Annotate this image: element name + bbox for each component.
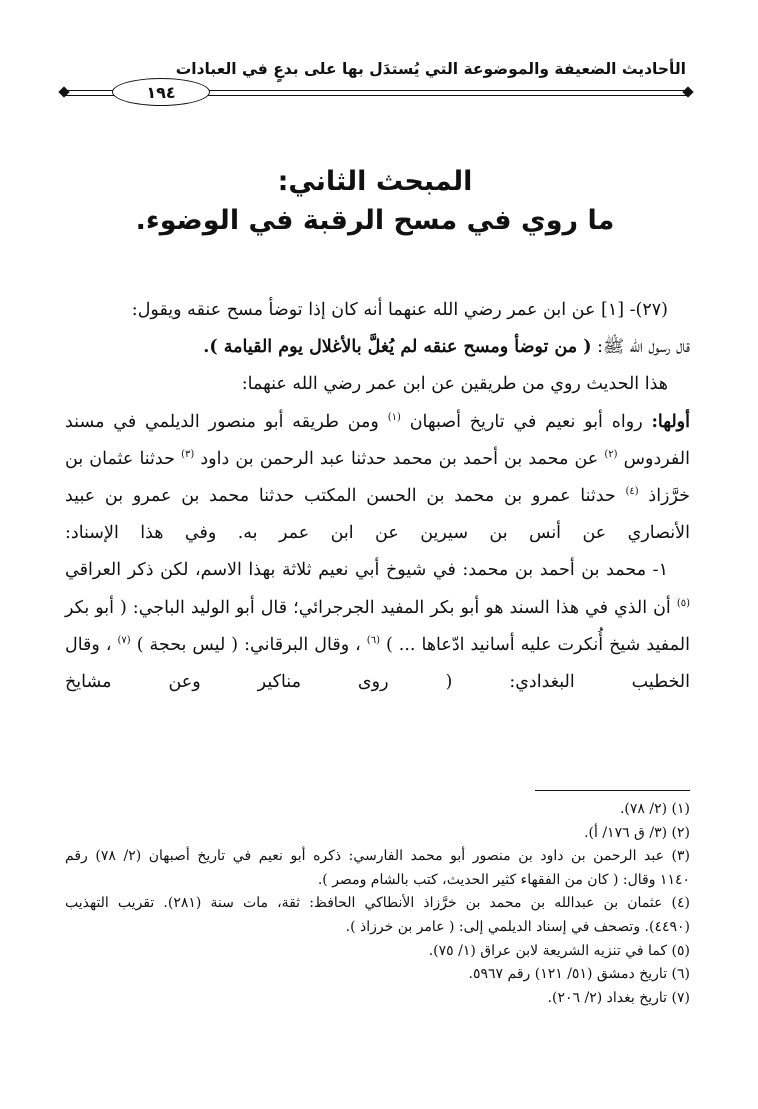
footnote-ref-1: (١) (387, 411, 401, 423)
hadith-number: (٢٧)- [١] (600, 300, 668, 320)
footnote-3: (٣) عبد الرحمن بن داود بن منصور أبو محمد الفارسي: ذكره أبو نعيم في تاريخ أصبهان (٢/ ٧٨) رقم (65, 848, 691, 865)
footnote-ref-7: (٧) (117, 635, 131, 646)
first-route-paragraph (65, 404, 690, 553)
first-route-text-b: ومن طريقه أبو منصور الديلمي في مسند الفردوس (65, 411, 690, 469)
footnote-4-cont: (٤٤٩٠). وتصحف في إسناد الديلمي إلى: ( عامر بن خرزاذ ). (345, 918, 690, 935)
point-1-paragraph (65, 552, 690, 701)
section-subtitle: ما روي في مسح الرقبة في الوضوء. (135, 205, 615, 236)
first-route-text-d: حدثنا عثمان بن خرَّزاذ (65, 448, 690, 507)
first-route-text-a: رواه أبو نعيم في تاريخ أصبهان (409, 411, 643, 432)
footnote-7: (٧) تاريخ بغداد (٢/ ٢٠٦). (547, 989, 690, 1006)
footnote-1: (١) (٢/ ٧٨). (619, 801, 690, 817)
hadith-paragraph (65, 292, 690, 329)
hadith-line (65, 329, 690, 366)
footnote-5: (٥) كما في تنزيه الشريعة لابن عراق (١/ ٧٥). (428, 942, 690, 959)
main-text (65, 292, 690, 701)
routes-paragraph: هذا الحديث روي من طريقين عن ابن عمر رضي الله عنهما: (241, 374, 668, 395)
point-1-text-b: أن الذي في هذا السند هو أبو بكر المفيد الجرجرائي؛ قال أبو الوليد الباجي: ( أبو بكر المفيد شيخ أُنكرت عليه أسانيد ادّعاها ... ) (65, 597, 690, 655)
footnote-ref-6: (٦) (366, 635, 380, 646)
footnote-2: (٢) (٣/ ق ١٧٦/ أ). (584, 824, 690, 841)
point-1-text-d: ، وقال الخطيب البغدادي: ( روى مناكير وعن مشايخ (65, 634, 690, 693)
hadith-text: ( من توضأ ومسح عنقه لم يُغلَّ بالأغلال يوم القيامة ). (203, 337, 592, 358)
footnote-4: (٤) عثمان بن عبدالله بن محمد بن خرَّزاذ الأنطاكي الحافظ: ثقة، مات سنة (٢٨١). تقريب التهذيب (65, 895, 691, 912)
footnote-ref-3: (٣) (181, 448, 195, 460)
point-1-text-a: ١- محمد بن أحمد بن محمد: في شيوخ أبي نعيم ثلاثة بهذا الاسم، لكن ذكر العراقي (65, 560, 668, 581)
first-route-text-c: عن محمد بن أحمد بن محمد حدثنا عبد الرحمن بن داود (200, 448, 599, 469)
footnote-separator (535, 790, 690, 791)
footnote-6: (٦) تاريخ دمشق (٥١/ ١٢١) رقم ٥٩٦٧. (468, 966, 690, 983)
prophet-attribution: قال رسول الله ﷺ: (597, 337, 690, 358)
hadith-intro: عن ابن عمر رضي الله عنهما أنه كان إذا توضأ مسح عنقه ويقول: (131, 300, 596, 320)
running-title: الأحاديث الضعيفة والموضوعة التي يُستدَل بها على بدعٍ في العبادات (175, 60, 686, 78)
footnote-ref-4: (٤) (625, 486, 639, 498)
first-route-label: أولها: (651, 411, 690, 432)
footnote-ref-2: (٢) (604, 448, 618, 460)
footnote-ref-5: (٥) (676, 597, 690, 609)
section-title: المبحث الثاني: (277, 166, 473, 197)
first-route-text-e: حدثنا عمرو بن محمد بن الحسن المكتب حدثنا محمد بن عمرو بن عبيد الأنصاري عن أنس بن سيرين عن ابن عمر به. وفي هذا الإسناد: (65, 486, 690, 544)
footnote-3-cont: ١١٤٠ وقال: ( كان من الفقهاء كثير الحديث، كتب بالشام ومصر ). (317, 871, 690, 888)
point-1-text-c: ، وقال البرقاني: ( ليس بحجة ) (136, 634, 361, 655)
page-number: ١٩٤ (112, 78, 210, 106)
footnotes (65, 798, 690, 1010)
